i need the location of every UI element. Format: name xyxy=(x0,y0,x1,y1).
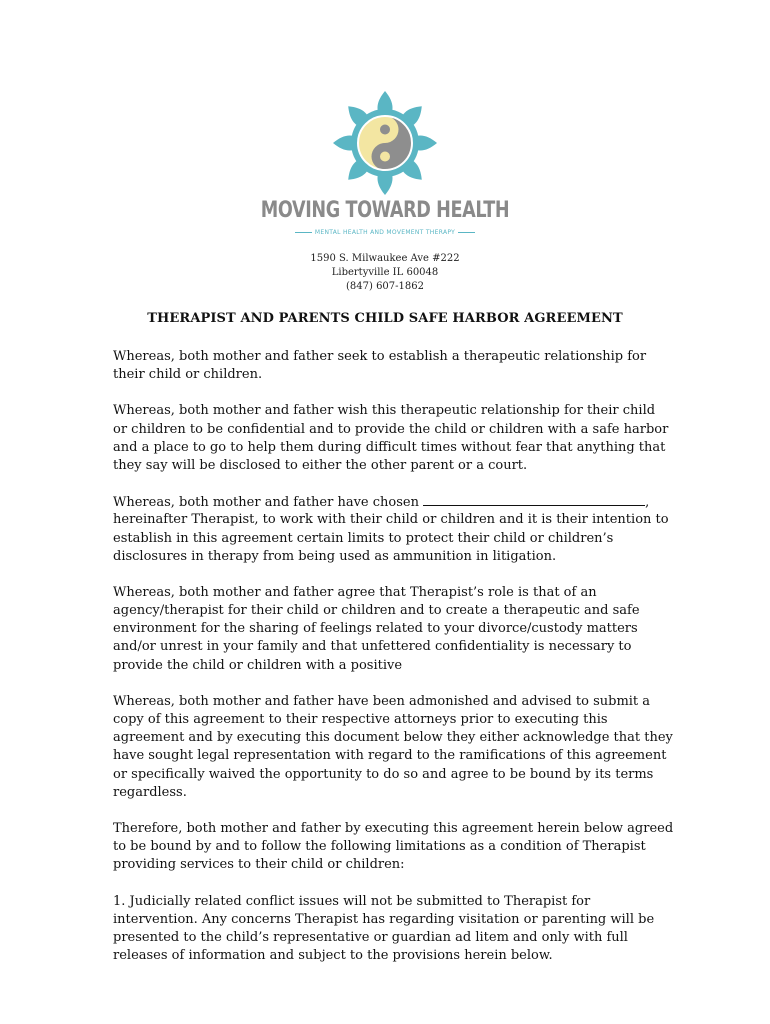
address-phone: (847) 607-1862 xyxy=(346,281,424,292)
paragraph xyxy=(113,402,669,475)
brand-name: MOVING TOWARD HEALTH xyxy=(260,198,510,223)
text-line: agency/therapist for their child or children and to create a therapeutic and safe xyxy=(113,603,640,619)
text-line: 1. Judicially related conflict issues will not be submitted to Therapist for xyxy=(113,893,591,909)
text-line: and a place to go to help them during difficult times without fear that anything that xyxy=(113,439,666,455)
text-line: Whereas, both mother and father have chosen xyxy=(113,495,419,511)
address-city: Libertyville IL 60048 xyxy=(331,267,439,278)
address-street: 1590 S. Milwaukee Ave #222 xyxy=(310,253,460,264)
paragraph xyxy=(113,584,658,675)
brand-tagline-row xyxy=(295,226,475,238)
text-line-with-blank xyxy=(113,493,658,511)
divider xyxy=(295,232,312,233)
text-line: to be bound by and to follow the following limitations as a condition of Therapist xyxy=(113,839,646,855)
text-line: hereinafter Therapist, to work with their child or children and it is their intention to xyxy=(113,512,669,528)
text-line: or children to be confidential and to provide the child or children with a safe harbor xyxy=(113,421,669,437)
text-line: or specifically waived the opportunity to do so and agree to be bound by its terms xyxy=(113,766,654,782)
text-line: have sought legal representation with regard to the ramifications of this agreement xyxy=(113,748,667,764)
address-block xyxy=(0,252,770,294)
text-line: Whereas, both mother and father agree that Therapist’s role is that of an xyxy=(113,584,597,600)
paragraph xyxy=(113,493,669,566)
brand-tagline: MENTAL HEALTH AND MOVEMENT THERAPY xyxy=(314,228,456,236)
text-line: releases of information and subject to the provisions herein below. xyxy=(113,948,553,964)
text-line: provide the child or children with a positive xyxy=(113,657,403,673)
text-line: Whereas, both mother and father wish this therapeutic relationship for their child xyxy=(113,403,656,419)
text-line: Whereas, both mother and father have been admonished and advised to submit a xyxy=(113,693,651,709)
document-title: THERAPIST AND PARENTS CHILD SAFE HARBOR AGREEMENT xyxy=(147,311,623,326)
lotus-yin-yang-logo-icon xyxy=(330,88,440,198)
text-line: establish in this agreement certain limits to protect their child or children’s xyxy=(113,530,614,546)
text-line: disclosures in therapy from being used as ammunition in litigation. xyxy=(113,548,557,564)
text-line: and/or unrest in your family and that unfettered confidentiality is necessary to xyxy=(113,639,632,655)
paragraph xyxy=(113,893,658,966)
text-line: presented to the child’s representative or guardian ad litem and only with full xyxy=(113,929,628,945)
text-line: environment for the sharing of feelings related to your divorce/custody matters xyxy=(113,621,638,637)
text-line: copy of this agreement to their respective attorneys prior to executing this xyxy=(113,712,608,727)
text-line: providing services to their child or children: xyxy=(113,857,405,873)
divider xyxy=(458,232,475,233)
text-line: they say will be disclosed to either the other parent or a court. xyxy=(113,457,528,473)
text-line: regardless. xyxy=(113,784,187,800)
document-body xyxy=(113,348,674,983)
text-line: intervention. Any concerns Therapist has regarding visitation or parenting will be xyxy=(113,911,655,927)
paragraph xyxy=(113,820,674,875)
blank-suffix: , xyxy=(645,495,650,511)
text-line: their child or children. xyxy=(113,367,263,383)
logo xyxy=(0,88,770,198)
therapist-name-blank[interactable] xyxy=(423,493,645,506)
text-line: Whereas, both mother and father seek to establish a therapeutic relationship for xyxy=(113,349,647,364)
text-line: Therefore, both mother and father by executing this agreement herein below agreed xyxy=(113,820,674,836)
text-line: agreement and by executing this document below they either acknowledge that they xyxy=(113,730,673,746)
paragraph xyxy=(113,348,658,384)
paragraph xyxy=(113,693,673,802)
